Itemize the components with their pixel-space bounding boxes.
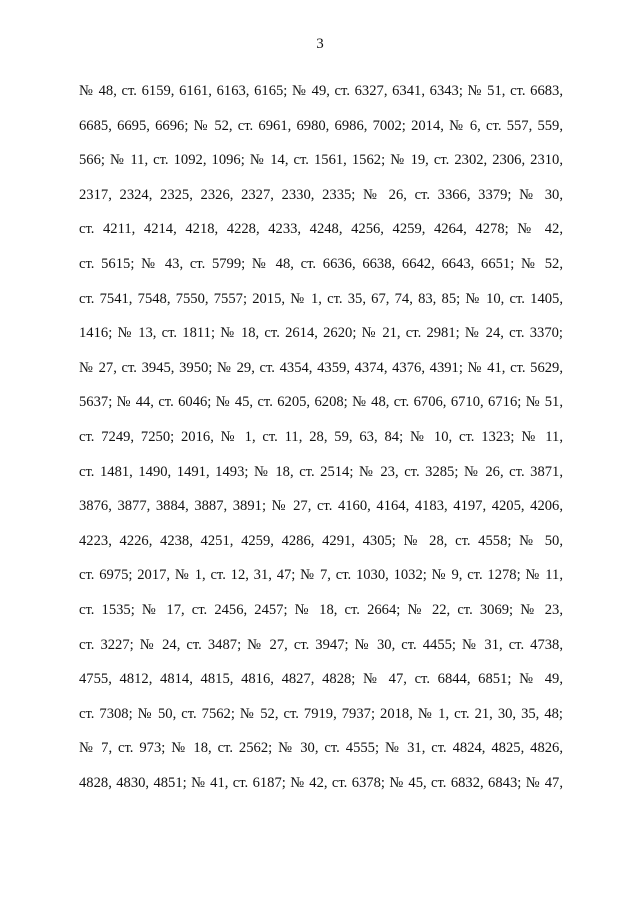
text-line: ст. 4211, 4214, 4218, 4228, 4233, 4248, 4256, 4259, 4264, 4278; № 42, bbox=[79, 221, 563, 238]
text-line: 4755, 4812, 4814, 4815, 4816, 4827, 4828; № 47, ст. 6844, 6851; № 49, bbox=[79, 671, 563, 688]
text-line: 3876, 3877, 3884, 3887, 3891; № 27, ст. 4160, 4164, 4183, 4197, 4205, 4206, bbox=[79, 498, 563, 515]
text-line: ст. 3227; № 24, ст. 3487; № 27, ст. 3947; № 30, ст. 4455; № 31, ст. 4738, bbox=[79, 636, 563, 653]
text-line: ст. 5615; № 43, ст. 5799; № 48, ст. 6636, 6638, 6642, 6643, 6651; № 52, bbox=[79, 255, 563, 272]
text-line: ст. 7541, 7548, 7550, 7557; 2015, № 1, ст. 35, 67, 74, 83, 85; № 10, ст. 1405, bbox=[79, 290, 563, 307]
text-line: 1416; № 13, ст. 1811; № 18, ст. 2614, 2620; № 21, ст. 2981; № 24, ст. 3370; bbox=[79, 325, 563, 342]
text-line: ст. 7308; № 50, ст. 7562; № 52, ст. 7919, 7937; 2018, № 1, ст. 21, 30, 35, 48; bbox=[79, 705, 563, 722]
text-line: ст. 7249, 7250; 2016, № 1, ст. 11, 28, 59, 63, 84; № 10, ст. 1323; № 11, bbox=[79, 428, 563, 445]
text-line: № 48, ст. 6159, 6161, 6163, 6165; № 49, ст. 6327, 6341, 6343; № 51, ст. 6683, bbox=[79, 83, 563, 99]
text-line: ст. 1481, 1490, 1491, 1493; № 18, ст. 2514; № 23, ст. 3285; № 26, ст. 3871, bbox=[79, 463, 563, 480]
page-number: 3 bbox=[316, 36, 324, 52]
text-line: 2317, 2324, 2325, 2326, 2327, 2330, 2335; № 26, ст. 3366, 3379; № 30, bbox=[79, 186, 563, 203]
text-line: № 27, ст. 3945, 3950; № 29, ст. 4354, 4359, 4374, 4376, 4391; № 41, ст. 5629, bbox=[79, 359, 563, 376]
text-line: 4828, 4830, 4851; № 41, ст. 6187; № 42, ст. 6378; № 45, ст. 6832, 6843; № 47, bbox=[79, 774, 563, 791]
text-line: 4223, 4226, 4238, 4251, 4259, 4286, 4291, 4305; № 28, ст. 4558; № 50, bbox=[79, 532, 563, 549]
document-body bbox=[79, 74, 563, 800]
text-line: ст. 1535; № 17, ст. 2456, 2457; № 18, ст. 2664; № 22, ст. 3069; № 23, bbox=[79, 601, 563, 618]
text-line: № 7, ст. 973; № 18, ст. 2562; № 30, ст. 4555; № 31, ст. 4824, 4825, 4826, bbox=[79, 740, 563, 757]
text-line: 566; № 11, ст. 1092, 1096; № 14, ст. 1561, 1562; № 19, ст. 2302, 2306, 2310, bbox=[79, 152, 563, 169]
text-line: 5637; № 44, ст. 6046; № 45, ст. 6205, 6208; № 48, ст. 6706, 6710, 6716; № 51, bbox=[79, 394, 563, 411]
text-line: ст. 6975; 2017, № 1, ст. 12, 31, 47; № 7, ст. 1030, 1032; № 9, ст. 1278; № 11, bbox=[79, 567, 563, 584]
text-line: 6685, 6695, 6696; № 52, ст. 6961, 6980, 6986, 7002; 2014, № 6, ст. 557, 559, bbox=[79, 117, 563, 134]
